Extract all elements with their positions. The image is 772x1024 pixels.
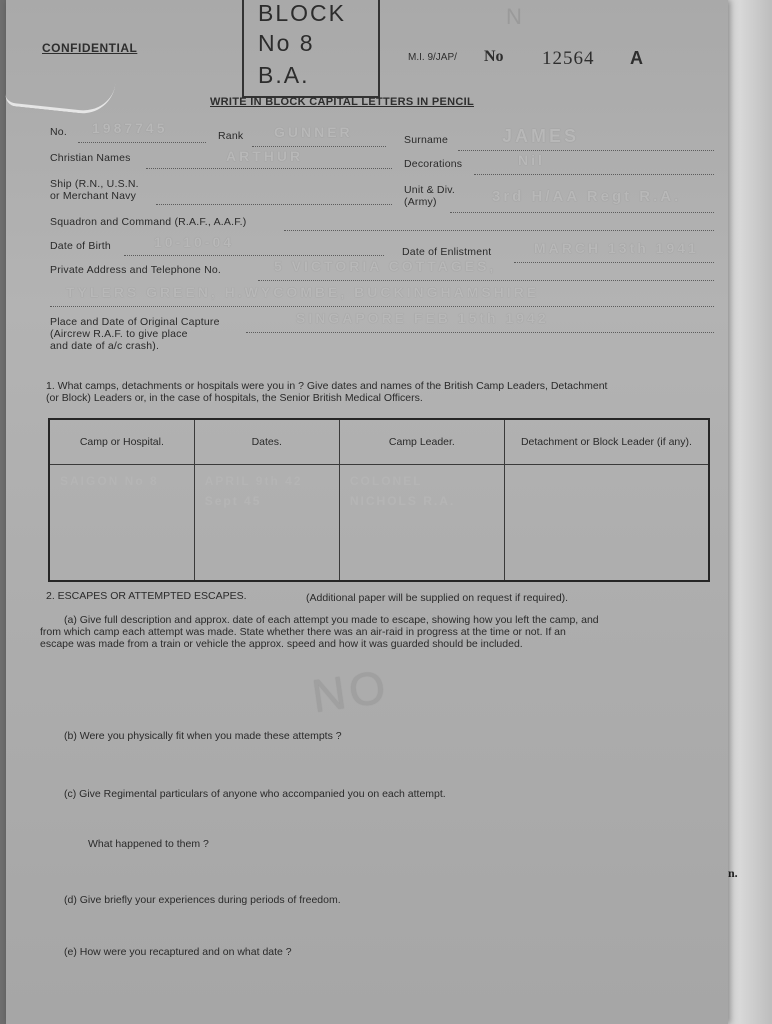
service-number-value: 1987745 — [92, 120, 168, 136]
column-header-dates: Dates. — [194, 419, 339, 465]
question-c2: What happened to them ? — [88, 838, 209, 850]
column-header-detachment-leader: Detachment or Block Leader (if any). — [504, 419, 709, 465]
section2-heading-note: (Additional paper will be supplied on request if required). — [306, 592, 569, 604]
ship-label-2: or Merchant Navy — [50, 190, 137, 202]
address-line-2 — [50, 306, 714, 307]
capture-value: SINGAPORE FEB 15th 1942 — [296, 310, 549, 326]
capture-label-1: Place and Date of Original Capture — [50, 316, 220, 328]
question-b: (b) Were you physically fit when you made these attempts ? — [64, 730, 342, 742]
decorations-value: Nil — [518, 152, 545, 168]
question-d: (d) Give briefly your experiences during periods of freedom. — [64, 894, 341, 906]
capture-label-3: and date of a/c crash). — [50, 340, 160, 352]
squadron-label: Squadron and Command (R.A.F., A.A.F.) — [50, 216, 247, 228]
number-label: No — [484, 48, 504, 65]
form-sheet — [6, 0, 728, 1024]
surname-value: JAMES — [502, 126, 580, 146]
rank-line — [252, 146, 386, 147]
dob-label: Date of Birth — [50, 240, 111, 252]
stamp-line-1: BLOCK — [258, 0, 346, 26]
unit-value: 3rd H/AA Regt R.A. — [492, 188, 682, 205]
unit-line — [450, 212, 714, 213]
ship-label-1: Ship (R.N., U.S.N. — [50, 178, 139, 190]
decorations-line — [474, 174, 714, 175]
instruction-heading: WRITE IN BLOCK CAPITAL LETTERS IN PENCIL — [210, 96, 474, 108]
enlistment-label: Date of Enlistment — [402, 246, 492, 258]
address-value-1: 5 VICTORIA COTTAGES, — [274, 258, 497, 274]
enlistment-value: MARCH 13th 1941 — [534, 240, 699, 256]
rank-value: GUNNER — [274, 124, 353, 140]
question-e: (e) How were you recaptured and on what date ? — [64, 946, 292, 958]
decorations-label: Decorations — [404, 158, 463, 170]
top-mark: N — [506, 4, 522, 29]
table-row — [49, 465, 709, 582]
surname-line — [458, 150, 714, 151]
edge-mark: n. — [728, 866, 738, 880]
capture-label-2: (Aircrew R.A.F. to give place — [50, 328, 188, 340]
binding-string — [5, 72, 116, 116]
form-number: 12564 — [542, 48, 595, 69]
camps-table — [48, 418, 710, 582]
no-label: No. — [50, 126, 67, 138]
stamp-line-2: No 8 — [258, 30, 315, 56]
question-a-line3: escape was made from a train or vehicle the approx. speed and how it was guarded should be included. — [40, 638, 523, 650]
block-stamp — [242, 0, 380, 98]
cell-detachment-leader — [504, 465, 709, 582]
address-line-1 — [258, 280, 714, 281]
question-a-line2: from which camp each attempt was made. State whether there was an air-raid in progress at the time or not. If an — [40, 626, 566, 638]
cell-camp: SAIGON No 8 — [49, 465, 194, 582]
section1-question-line2: (or Block) Leaders or, in the case of hospitals, the Senior British Medical Officers. — [46, 392, 423, 404]
rank-label: Rank — [218, 130, 244, 142]
question-c: (c) Give Regimental particulars of anyone who accompanied you on each attempt. — [64, 788, 446, 800]
form-suffix: A — [630, 48, 643, 68]
dob-value: 10-10-04 — [154, 234, 235, 250]
christian-names-value: ARTHUR — [226, 148, 304, 164]
squadron-line — [284, 230, 714, 231]
form-reference: M.I. 9/JAP/ — [408, 52, 457, 63]
section2-heading: 2. ESCAPES OR ATTEMPTED ESCAPES. — [46, 590, 247, 602]
column-header-camp: Camp or Hospital. — [49, 419, 194, 465]
unit-label-2: (Army) — [404, 196, 437, 208]
no-line — [78, 142, 206, 143]
cell-camp-leader: COLONEL NICHOLS R.A. — [339, 465, 504, 582]
address-value-2: TYLERS GREEN, H.WYCOMBE, BUCKINGHAMSHIRE — [66, 284, 540, 300]
christian-names-label: Christian Names — [50, 152, 131, 164]
address-label: Private Address and Telephone No. — [50, 264, 222, 276]
section1-question-line1: 1. What camps, detachments or hospitals were you in ? Give dates and names of the British Camp Leaders, Detachment — [46, 380, 608, 392]
christian-names-line — [146, 168, 392, 169]
ship-line — [156, 204, 392, 205]
surname-label: Surname — [404, 134, 449, 146]
question-a-answer: NO — [308, 659, 393, 723]
dob-line — [124, 255, 384, 256]
capture-line — [246, 332, 714, 333]
classification-label: CONFIDENTIAL — [42, 41, 138, 55]
unit-label-1: Unit & Div. — [404, 184, 456, 196]
cell-dates: APRIL 9th 42 Sept 45 — [194, 465, 339, 582]
enlistment-line — [514, 262, 714, 263]
column-header-camp-leader: Camp Leader. — [339, 419, 504, 465]
question-a-line1: (a) Give full description and approx. date of each attempt you made to escape, showing how you left the camp, and — [64, 614, 599, 626]
stamp-line-3: B.A. — [258, 62, 310, 88]
